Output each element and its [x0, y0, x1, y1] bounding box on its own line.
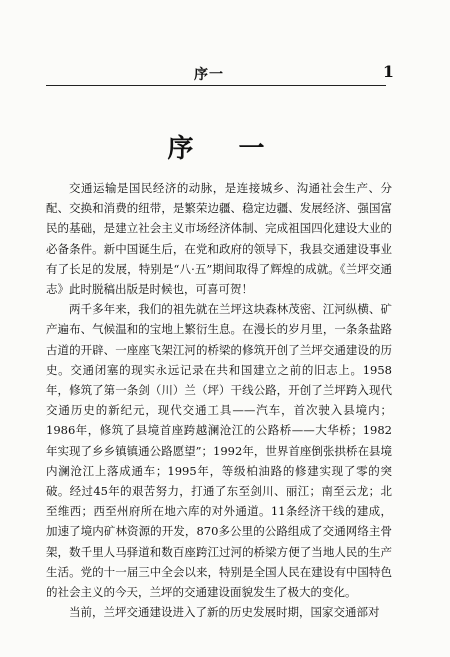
running-title: 序一: [194, 67, 224, 83]
header-rule: [46, 85, 386, 86]
page-number: 1: [382, 62, 394, 81]
paragraph: 当前，兰坪交通建设进入了新的历史发展时期，国家交通部对: [69, 605, 380, 620]
paragraph: 交通运输是国民经济的动脉，是连接城乡、沟通社会生产、分配、交换和消费的纽带，是繁荣边疆、稳定边疆、发展经济、强国富民的基础，是建立社会主义市场经济体制、完成祖国四化建设大业的必备条件。新中国诞生后，在党和政府的领导下，我县交通建设事业有了长足的发展，特别是“八·五”期间取得了辉煌的成就。《兰坪交通志》此时脱稿出版是时候也，可喜可贺！: [46, 181, 392, 297]
body-text: [46, 178, 392, 622]
paragraph: 两千多年来，我们的祖先就在兰坪这块森林茂密、江河纵横、矿产遍布、气候温和的宝地上繁衍生息。在漫长的岁月里，一条条盐路古道的开辟、一座座飞架江河的桥梁的修筑开创了兰坪交通建设的历史。交通闭塞的现实永远记录在共和国建立之前的旧志上。1958年，修筑了第一条剑（川）兰（坪）干线公路，开创了兰坪跨入现代交通历史的新纪元，现代交通工具——汽车，首次驶入县境内；1986年，修筑了县境首座跨越澜沧江的公路桥——大华桥；1982年实现了乡乡镇镇通公路愿望”；1992年，世界首座倒张拱桥在县境内澜沧江上落成通车；1995年，等级柏油路的修建实现了零的突破。经过45年的艰苦努力，打通了东至剑川、丽江；南至云龙；北至维西；西至州府所在地六库的对外通道。11条经济干线的建成，加速了境内矿林资源的开发，870多公里的公路组成了交通网络主骨架，数千里人马驿道和数百座跨江过河的桥梁方便了当地人民的生产生活。党的十一届三中全会以来，特别是全国人民在建设有中国特色的社会主义的今天，兰坪的交通建设面貌发生了极大的变化。: [46, 302, 392, 600]
running-header: [46, 60, 394, 83]
chapter-title: 序 一: [167, 134, 283, 164]
